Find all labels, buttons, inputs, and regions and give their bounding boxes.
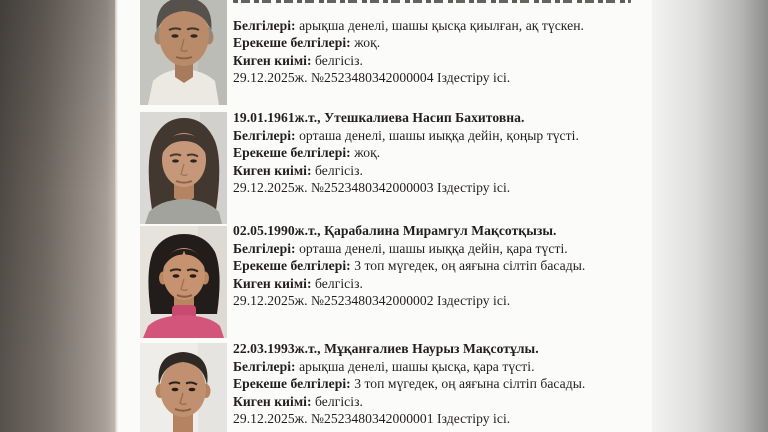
background-right-band bbox=[652, 0, 768, 432]
portrait-photo bbox=[140, 343, 227, 432]
portrait-photo bbox=[140, 112, 227, 224]
clothing-label: Киген киімі: bbox=[233, 275, 312, 291]
person-name-line: 19.01.1961ж.т., Утешкалиева Насип Бахитовна. bbox=[233, 110, 525, 125]
person-name-line: 02.05.1990ж.т., Қарабалина Мирамгул Мақсотқызы. bbox=[233, 223, 557, 238]
young-man-portrait bbox=[140, 343, 227, 432]
features-line: Белгілері: арықша денелі, шашы қысқа, қара түсті. bbox=[233, 358, 535, 374]
young-woman-portrait bbox=[140, 226, 227, 338]
features-line: Белгілері: арықша денелі, шашы қысқа қиылған, ақ түскен. bbox=[233, 17, 584, 33]
special-marks-label: Ерекеше белгілері: bbox=[233, 376, 351, 392]
features-line: Белгілері: орташа денелі, шашы иыққа дейін, қара түсті. bbox=[233, 240, 568, 256]
special-marks-label: Ерекеше белгілері: bbox=[233, 145, 351, 161]
clipped-text-line bbox=[233, 0, 631, 3]
features-label: Белгілері: bbox=[233, 17, 296, 33]
background-left-band bbox=[0, 0, 115, 432]
clothing-line: Киген киімі: белгісіз. bbox=[233, 393, 363, 409]
portrait-photo bbox=[140, 0, 227, 105]
features-label: Белгілері: bbox=[233, 127, 296, 143]
person-entry bbox=[115, 222, 652, 338]
entry-text-block bbox=[233, 340, 652, 428]
person-name-line: 22.03.1993ж.т., Мұқанғалиев Наурыз Мақсотұлы. bbox=[233, 341, 539, 356]
special-marks-line: Ерекеше белгілері: 3 топ мүгедек, оң аяғына сілтіп басады. bbox=[233, 376, 586, 392]
entry-text-block bbox=[233, 222, 652, 310]
older-man-portrait bbox=[140, 0, 227, 105]
special-marks-label: Ерекеше белгілері: bbox=[233, 258, 351, 274]
clothing-label: Киген киімі: bbox=[233, 52, 312, 68]
person-entry bbox=[115, 340, 652, 432]
entry-text-block bbox=[233, 0, 652, 87]
person-entry bbox=[115, 0, 652, 102]
clothing-label: Киген киімі: bbox=[233, 162, 312, 178]
clothing-line: Киген киімі: белгісіз. bbox=[233, 52, 363, 68]
special-marks-line: Ерекеше белгілері: 3 топ мүгедек, оң аяғына сілтіп басады. bbox=[233, 258, 586, 274]
person-name-line bbox=[233, 0, 652, 17]
case-number-line: 29.12.2025ж. №2523480342000002 Іздестіру ісі. bbox=[233, 293, 511, 309]
person-entry bbox=[115, 109, 652, 225]
case-number-line: 29.12.2025ж. №2523480342000001 Іздестіру ісі. bbox=[233, 411, 511, 427]
older-woman-portrait bbox=[140, 112, 227, 224]
features-label: Белгілері: bbox=[233, 240, 296, 256]
portrait-photo bbox=[140, 226, 227, 338]
special-marks-label: Ерекеше белгілері: bbox=[233, 35, 351, 51]
clothing-line: Киген киімі: белгісіз. bbox=[233, 275, 363, 291]
clothing-line: Киген киімі: белгісіз. bbox=[233, 162, 363, 178]
features-line: Белгілері: орташа денелі, шашы иыққа дейін, қоңыр түсті. bbox=[233, 127, 579, 143]
case-number-line: 29.12.2025ж. №2523480342000004 Іздестіру ісі. bbox=[233, 70, 511, 86]
document-page bbox=[115, 0, 652, 432]
features-label: Белгілері: bbox=[233, 358, 296, 374]
special-marks-line: Ерекеше белгілері: жоқ. bbox=[233, 35, 381, 51]
entry-text-block bbox=[233, 109, 652, 197]
clothing-label: Киген киімі: bbox=[233, 393, 312, 409]
special-marks-line: Ерекеше белгілері: жоқ. bbox=[233, 145, 381, 161]
case-number-line: 29.12.2025ж. №2523480342000003 Іздестіру ісі. bbox=[233, 180, 511, 196]
